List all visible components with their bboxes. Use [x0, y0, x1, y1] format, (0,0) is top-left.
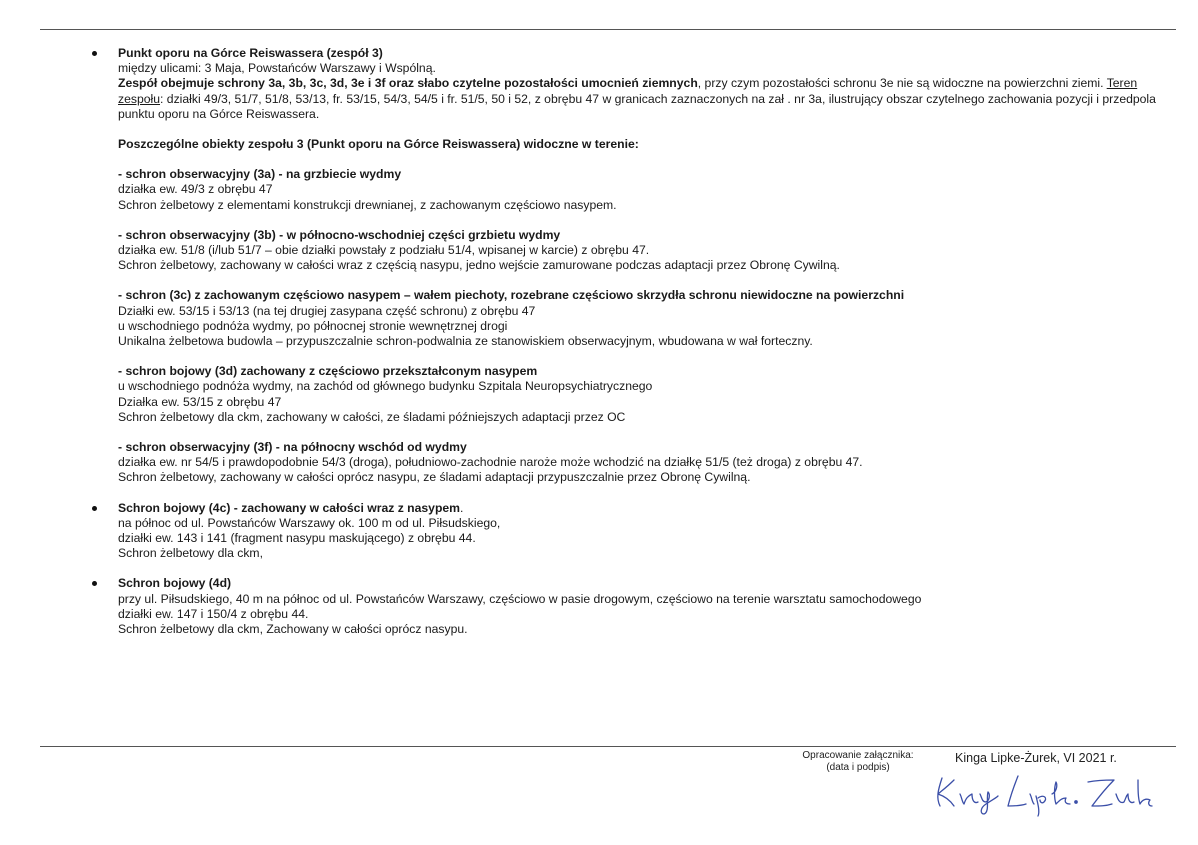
- object-line: Schron żelbetowy, zachowany w całości wraz z częścią nasypu, jedno wejście zamurowane podczas adaptacji przez Obronę Cywilną.: [118, 258, 840, 273]
- section-title: Schron bojowy (4c) - zachowany w całości wraz z nasypem: [118, 500, 461, 515]
- streets-text: między ulicami: 3 Maja, Powstańców Warszawy i Wspólną.: [118, 61, 436, 76]
- description-paragraph: [118, 76, 1167, 122]
- section-line: Schron żelbetowy dla ckm,: [118, 546, 263, 561]
- object-line: u wschodniego podnóża wydmy, po północnej stronie wewnętrznej drogi: [118, 318, 508, 333]
- object-line: Działka ew. 53/15 z obrębu 47: [118, 394, 282, 409]
- object-title: - schron obserwacyjny (3a) - na grzbiecie wydmy: [118, 167, 402, 182]
- section-title-line: [118, 501, 1167, 516]
- object-line: działka ew. 51/8 (i/lub 51/7 – obie działki powstały z podziału 51/4, wpisanej w karcie) z obrębu 47.: [118, 243, 650, 258]
- object-title: - schron (3c) z zachowanym częściowo nasypem – wałem piechoty, rozebrane częściowo skrzydła schronu niewidoczne na powierzchni: [118, 288, 905, 303]
- document-body: [92, 46, 1167, 637]
- description-underlined: Teren zespołu: [118, 76, 1138, 106]
- attachment-author-label: [788, 750, 928, 774]
- bullet-icon: [92, 506, 97, 511]
- section-line: przy ul. Piłsudskiego, 40 m na północ od ul. Powstańców Warszawy, częściowo w pasie drogowym, częściowo na terenie warsztatu samochodowego: [118, 591, 922, 606]
- object-3d: [118, 364, 1167, 425]
- section-title: Punkt oporu na Górce Reiswassera (zespół 3): [118, 46, 383, 60]
- objects-heading: Poszczególne obiekty zespołu 3 (Punkt oporu na Górce Reiswassera) widoczne w terenie:: [118, 137, 639, 152]
- section-line: działki ew. 147 i 150/4 z obrębu 44.: [118, 606, 309, 621]
- object-3b: [118, 228, 1167, 274]
- object-line: Schron żelbetowy dla ckm, zachowany w całości, ze śladami późniejszych adaptacji przez OC: [118, 409, 626, 424]
- top-rule: [40, 29, 1176, 30]
- label-line-2: (data i podpis): [826, 762, 890, 773]
- bullet-icon: [92, 581, 97, 586]
- object-title: - schron obserwacyjny (3b) - w północno-wschodniej części grzbietu wydmy: [118, 227, 561, 242]
- object-line: Schron żelbetowy z elementami konstrukcji drewnianej, z zachowanym częściowo nasypem.: [118, 197, 617, 212]
- section-line: na północ od ul. Powstańców Warszawy ok. 100 m od ul. Piłsudskiego,: [118, 515, 501, 530]
- section-line: działki ew. 143 i 141 (fragment nasypu maskującego) z obrębu 44.: [118, 531, 476, 546]
- section-shelter-4d: [92, 576, 1167, 637]
- section-shelter-4c: [92, 501, 1167, 562]
- bottom-rule: [40, 746, 1176, 747]
- description-text: , przy czym pozostałości schronu 3e nie są widoczne na powierzchni ziemi.: [697, 76, 1107, 91]
- object-line: działka ew. nr 54/5 i prawdopodobnie 54/3 (droga), południowo-zachodnie naroże może wchodzić na działkę 51/5 (też droga) z obrębu 47.: [118, 455, 863, 470]
- handwritten-signature: [928, 768, 1158, 818]
- object-title: - schron bojowy (3d) zachowany z częściowo przekształconym nasypem: [118, 364, 538, 379]
- section-title: Schron bojowy (4d): [118, 576, 232, 591]
- object-line: u wschodniego podnóża wydmy, na zachód od głównego budynku Szpitala Neuropsychiatrycznego: [118, 379, 653, 394]
- description-text-2: : działki 49/3, 51/7, 51/8, 53/13, fr. 53/15, 54/3, 54/5 i fr. 51/5, 50 i 52, z obrębu 47 w granicach zaznaczonych na zał . nr 3a, ilustrujący obszar czytelnego zachowania pozycji i przedpola punktu oporu na Górce Reiswassera.: [118, 91, 1156, 121]
- object-3f: [118, 440, 1167, 486]
- section-title-suffix: .: [460, 500, 464, 515]
- section-line: Schron żelbetowy dla ckm, Zachowany w całości oprócz nasypu.: [118, 622, 468, 637]
- description-bold: Zespół obejmuje schrony 3a, 3b, 3c, 3d, 3e i 3f oraz słabo czytelne pozostałości umocnień ziemnych: [118, 76, 698, 91]
- object-line: Działki ew. 53/15 i 53/13 (na tej drugiej zasypana część schronu) z obrębu 47: [118, 303, 536, 318]
- bullet-icon: [92, 51, 97, 56]
- section-strongpoint: [92, 46, 1167, 486]
- object-3a: [118, 167, 1167, 213]
- object-3c: [118, 288, 1167, 349]
- signature-strokes: [938, 776, 1152, 816]
- object-line: Unikalna żelbetowa budowla – przypuszczalnie schron-podwalnia ze stanowiskiem obserwacyjnym, wbudowana w wał forteczny.: [118, 334, 813, 349]
- object-line: działka ew. 49/3 z obrębu 47: [118, 182, 273, 197]
- label-line-1: Opracowanie załącznika:: [802, 750, 914, 761]
- author-date: Kinga Lipke-Żurek, VI 2021 r.: [955, 751, 1117, 765]
- object-title: - schron obserwacyjny (3f) - na północny wschód od wydmy: [118, 440, 467, 455]
- object-line: Schron żelbetowy, zachowany w całości oprócz nasypu, ze śladami adaptacji przypuszczalnie przez Obronę Cywilną.: [118, 470, 751, 485]
